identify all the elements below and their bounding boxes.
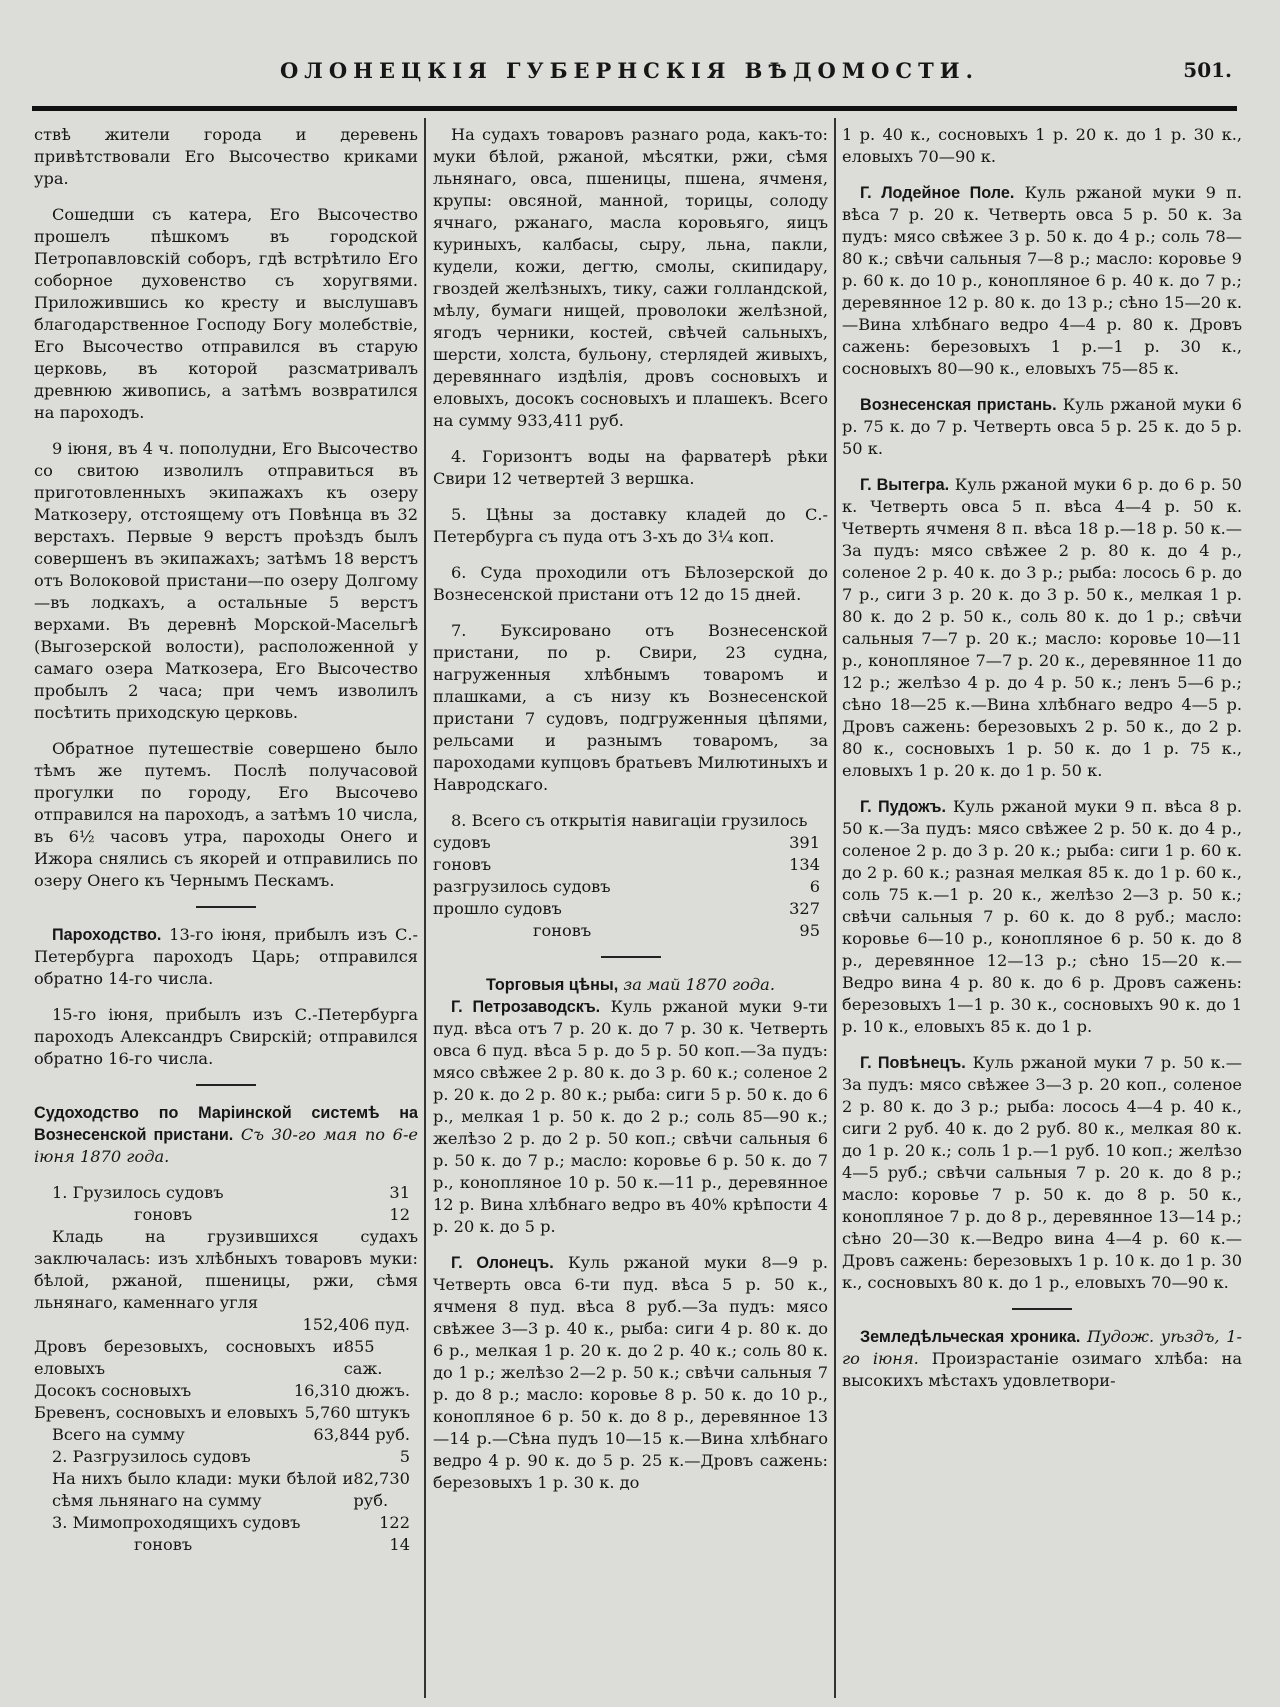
stats-block: [34, 1182, 418, 1556]
city-heading: Г. Лодейное Поле.: [860, 184, 1015, 202]
stat-row: [34, 1402, 418, 1424]
column-3: [842, 124, 1242, 1694]
stat-value: 855 саж.: [343, 1337, 383, 1378]
paragraph-text: Произрастаніе озимаго хлѣба: на высокихъ мѣстахъ удовлетвори-: [842, 1349, 1242, 1390]
stat-label: прошло судовъ: [433, 899, 562, 918]
paragraph: [842, 1326, 1242, 1392]
city-heading: Г. Повѣнецъ.: [860, 1054, 966, 1072]
section-separator: [196, 906, 256, 908]
stat-value: 63,844 руб.: [313, 1425, 410, 1444]
section-separator: [1012, 1308, 1072, 1310]
stat-label: гоновъ: [433, 855, 492, 874]
city-heading: Г. Пудожъ.: [860, 798, 946, 816]
stat-row: [34, 1182, 418, 1204]
stat-row: [34, 1446, 418, 1468]
city-heading: Г. Петрозаводскъ.: [451, 998, 601, 1016]
paragraph: 9 іюня, въ 4 ч. пополудни, Его Высочество со свитою изволилъ отправиться въ приготовленныхъ экипажахъ къ озеру Маткозеру, отстоящему отъ Повѣнца въ 32 верстахъ. Первые 9 верстъ проѣздъ былъ совершенъ въ экипажахъ; затѣмъ 18 верстъ отъ Волоковой пристани—по озеру Долгому—въ лодкахъ, а остальные 5 верстъ верхами. Въ деревнѣ Морской-Масельгѣ (Выгозерской волости), расположенной у самаго озера Маткозера, Его Высочество пробылъ 2 часа; при чемъ изволилъ посѣтить приходскую церковь.: [34, 439, 418, 722]
paragraph: 6. Суда проходили отъ Бѣлозерской до Вознесенской пристани отъ 12 до 15 дней.: [433, 563, 828, 604]
section-heading: Земледѣльческая хроника.: [860, 1328, 1081, 1346]
paragraph: Обратное путешествіе совершено было тѣмъ же путемъ. Послѣ получасовой прогулки по городу, Его Высочево отправился на пароходъ, а затѣмъ 10 числа, въ 6½ часовъ утра, пароходы Онего и Ижора снялись съ якорей и отправились по озеру Онего къ Чернымъ Пескамъ.: [34, 739, 418, 890]
stat-label: гоновъ: [134, 1205, 193, 1224]
paragraph-text: Куль ржаной муки 6 р. 75 к. до 7 р. Четверть овса 5 р. 25 к. до 5 р. 50 к.: [842, 395, 1242, 458]
stat-value: 12: [389, 1205, 410, 1224]
stat-label: 1. Грузилось судовъ: [52, 1183, 224, 1202]
stat-value: 391: [789, 833, 820, 852]
paragraph-text: Куль ржаной муки 9-ти пуд. вѣса отъ 7 р. 20 к. до 7 р. 30 к. Четверть овса 6 пуд. вѣса 5 р. до 5 р. 50 коп.—За пудъ: мясо свѣжее 2 р. 80 к. до 3 р. 60 к.; соленое 2 р. 20 к. до 2 р. 80 к.; рыба: сиги 5 р. 50 к. до 6 р., мелкая 1 р. 50 к. до 2 р.; соль 85—90 к.; желѣзо 2 р. до 2 р. 50 коп.; свѣчи сальныя 6 р. 50 к. до 7 р.; масло: коровье 6 р. 50 к. до 7 р., конопляное 10 р. 50 к.—11 р., деревянное 12 р. Вина хлѣбнаго ведро въ 40% крѣпости 4 р. 20 к. до 5 р.: [433, 997, 828, 1236]
stat-row: [34, 1204, 418, 1226]
page-number: 501.: [1183, 58, 1232, 82]
city-heading: Г. Олонецъ.: [451, 1254, 554, 1272]
stat-value: 6: [809, 877, 820, 896]
price-paragraph: [842, 796, 1242, 1038]
stat-value: 134: [789, 855, 820, 874]
paragraph-text: Куль ржаной муки 8—9 р. Четверть овса 6-ти пуд. вѣса 5 р. 50 к., ячменя 8 пуд. вѣса 8 руб.—За пудъ: мясо свѣжее 3—3 р. 40 к., рыба: сиги 4 р. 80 к. до 6 р., мелкая 1 р. 20 к. до 2 р. 40 к.; соль 80 к. до 1 р.; желѣзо 2—2 р. 50 к.; свѣчи сальныя 7 р. до 8 р.; масло: коровье 8 р. 50 к. до 10 р., конопляное 6 р. 50 к. до 8 р., деревянное 13—14 р.—Сѣна пудъ 10—15 к.—Вина хлѣбнаго ведро 4 р. 90 к. до 5 р. 25 к.—Дровъ сажень: березовыхъ 1 р. 30 к. до: [433, 1253, 828, 1492]
section-separator: [196, 1084, 256, 1086]
stat-value: 16,310 дюжъ.: [293, 1381, 410, 1400]
price-paragraph: [842, 394, 1242, 460]
newspaper-title: ОЛОНЕЦКІЯ ГУБЕРНСКІЯ ВѢДОМОСТИ.: [280, 58, 979, 83]
section-heading: Судоходство по Маріинской системѣ на Вознесенской пристани.: [34, 1104, 418, 1144]
stat-row: [34, 1336, 418, 1380]
paragraph-text: Куль ржаной муки 7 р. 50 к.—За пудъ: мясо свѣжее 3—3 р. 20 коп., соленое 2 р. 80 к. до 3 р.; рыба: лосось 4—4 р. 40 к., сиги 2 руб. 40 к. до 2 руб. 80 к., мелкая 80 к. до 1 р. 20 к.; соль 1 р.—1 руб. 10 коп.; желѣзо 4—5 руб.; свѣчи сальныя 7 р. 20 к. до 8 р.; масло: коровье 7 р. 50 к. до 8 р. 50 к., конопляное 7 р. до 8 р., деревянное 13—14 р.; сѣно 20—30 к.—Ведро вина 4—4 р. 60 к.—Дровъ сажень: березовыхъ 1 р. 10 к. до 1 р. 30 к., сосновыхъ 80 к. до 1 р., еловыхъ 70—90 к.: [842, 1053, 1242, 1292]
paragraph-text: Куль ржаной муки 6 р. до 6 р. 50 к. Четверть овса 5 п. вѣса 4—4 р. 50 к. Четверть ячменя 8 п. вѣса 18 р.—18 р. 50 к.—За пудъ: мясо свѣжее 2 р. 80 к. до 4 р., соленое 2 р. 40 к. до 3 р.; рыба: лосось 6 р. до 7 р., сиги 3 р. 20 к. до 3 р. 50 к., мелкая 1 р. 80 к. до 2 р. 50 к., соль 80 к. до 1 р.; свѣчи сальныя 7—7 р. 20 к.; масло: коровье 10—11 р., конопляное 7—7 р. 20 к., деревянное 11 до 12 р.; желѣзо 4 р. до 4 р. 50 к.; ленъ 5—6 р.; сѣно 18—25 к.—Вина хлѣбнаго ведро 4—5 р. Дровъ сажень: березовыхъ 2 р. 50 к., до 2 р. 80 к., сосновыхъ 1 р. 50 к. до 1 р. 75 к., еловыхъ 1 р. 20 к. до 1 р. 50 к.: [842, 475, 1242, 780]
section-title: [433, 974, 828, 996]
stat-label: На нихъ было клади: муки бѣлой и сѣмя льнянаго на сумму: [52, 1469, 354, 1510]
column-divider: [424, 118, 426, 1698]
paragraph: 5. Цѣны за доставку кладей до С.-Петербурга съ пуда отъ 3-хъ до 3¼ коп.: [433, 505, 828, 546]
paragraph-text: 13-го іюня, прибылъ изъ С.-Петербурга пароходъ Царь; отправился обратно 14-го числа.: [34, 925, 418, 988]
masthead: [0, 52, 1280, 92]
stat-row: [433, 876, 828, 898]
stats-block: [433, 832, 828, 942]
price-paragraph: [842, 182, 1242, 380]
stat-row: [34, 1380, 418, 1402]
column-divider: [834, 118, 836, 1698]
price-paragraph: [842, 474, 1242, 782]
paragraph: 15-го іюня, прибылъ изъ С.-Петербурга пароходъ Александръ Свирскій; отправился обратно 16-го числа.: [34, 1005, 418, 1068]
paragraph: Кладь на грузившихся судахъ заключалась: изъ хлѣбныхъ товаровъ муки: бѣлой, ржаной, пшеницы, ржи, сѣмя льнянаго, каменнаго угля: [34, 1227, 418, 1312]
stat-value: 5: [399, 1447, 410, 1466]
section-heading: Торговыя цѣны,: [486, 976, 619, 994]
stat-label: Дровъ березовыхъ, сосновыхъ и еловыхъ: [34, 1337, 344, 1378]
stat-row: [34, 1424, 418, 1446]
stat-row: [34, 1468, 418, 1512]
stat-label: гоновъ: [533, 921, 592, 940]
price-paragraph: [842, 1052, 1242, 1294]
stat-label: разгрузилось судовъ: [433, 877, 611, 896]
price-paragraph: [433, 996, 828, 1238]
stat-label: гоновъ: [134, 1535, 193, 1554]
paragraph: 4. Горизонтъ воды на фарватерѣ рѣки Свири 12 четвертей 3 вершка.: [433, 447, 828, 488]
stat-value: 152,406 пуд.: [302, 1315, 410, 1334]
stat-value: 327: [789, 899, 820, 918]
stat-row: [34, 1534, 418, 1556]
column-1: [34, 124, 418, 1694]
stat-label: 2. Разгрузилось судовъ: [52, 1447, 251, 1466]
stat-row: [34, 1512, 418, 1534]
paragraph: ствѣ жители города и деревень привѣтствовали Его Высочество криками ура.: [34, 125, 418, 188]
price-paragraph: [433, 1252, 828, 1494]
section-subtitle: Съ 30-го мая по 6-е іюня 1870 года.: [34, 1125, 418, 1166]
section-title: [34, 1102, 418, 1168]
paragraph-text: Куль ржаной муки 9 п. вѣса 8 р. 50 к.—За пудъ: мясо свѣжее 2 р. 50 к. до 4 р., соленое 2 р. до 3 р. 20 к.; рыба: сиги 1 р. 60 к. до 2 р. 60 к.; разная мелкая 85 к. до 1 р. 60 к., соль 75 к.—1 р. 20 к., желѣзо 2—3 р. 50 к.; свѣчи сальныя 7 р. 60 к. до 8 руб.; масло: коровье 6—10 р., конопляное 6 р. 50 к. до 8 р., деревянное 12—13 р.; сѣно 15—20 к.—Ведро вина 4 р. 80 к. до 6 р. Дровъ сажень: березовыхъ 1—1 р. 30 к., сосновыхъ 90 к. до 1 р. 10 к., еловыхъ 85 к. до 1 р.: [842, 797, 1242, 1036]
stat-value: 31: [389, 1183, 410, 1202]
stat-row: [34, 1314, 418, 1336]
stat-label: Всего на сумму: [52, 1425, 185, 1444]
stat-row: [433, 920, 828, 942]
section-heading: Пароходство.: [52, 926, 162, 944]
stat-label: Досокъ сосновыхъ: [34, 1381, 192, 1400]
paragraph-text: Куль ржаной муки 9 п. вѣса 7 р. 20 к. Четверть овса 5 р. 50 к. За пудъ: мясо свѣжее 3 р. 50 к. до 4 р.; соль 78—80 к.; свѣчи сальныя 7—8 р.; масло: коровье 9 р. 60 к. до 10 р., конопляное 6 р. 40 к. до 7 р.; деревянное 12 р. 80 к. до 13 р.; сѣно 15—20 к.—Вина хлѣбнаго ведро 4—4 р. 80 к. Дровъ сажень: березовыхъ 1 р.—1 р. 30 к., сосновыхъ 80—90 к., еловыхъ 75—85 к.: [842, 183, 1242, 378]
stat-value: 95: [799, 921, 820, 940]
stat-value: 82,730 руб.: [353, 1469, 410, 1510]
column-2: [433, 124, 828, 1694]
stat-row: [433, 832, 828, 854]
paragraph: Сошедши съ катера, Его Высочество прошелъ пѣшкомъ въ городской Петропавловскій соборъ, гдѣ встрѣтило Его соборное духовенство съ хоругвями. Приложившись ко кресту и выслушавъ благодарственное Господу Богу молебствіе, Его Высочество отправился въ старую церковь, въ которой разсматривалъ древнюю живопись, а затѣмъ возвратился на пароходъ.: [34, 205, 418, 422]
paragraph: 8. Всего съ открытія навигаціи грузилось: [451, 811, 808, 830]
section-subtitle: за май 1870 года.: [623, 975, 775, 994]
city-heading: Вознесенская пристань.: [860, 396, 1057, 414]
stat-value: 5,760 штукъ: [304, 1403, 410, 1422]
stat-row: [433, 898, 828, 920]
paragraph: На судахъ товаровъ разнаго рода, какъ-то: муки бѣлой, ржаной, мѣсятки, ржи, сѣмя льнянаго, овса, пшеницы, пшена, ячменя, крупы: овсяной, манной, торицы, солоду ячнаго, ржанаго, масла коровьяго, яицъ куриныхъ, калбасы, сыру, льна, пакли, кудели, кожи, дегтю, смолы, скипидару, гвоздей желѣзныхъ, тику, сажи голландской, мѣлу, бумаги нищей, проволоки желѣзной, ягодъ черники, костей, свѣчей сальныхъ, шерсти, холста, бульону, стерлядей живыхъ, деревяннаго издѣлія, дровъ сосновыхъ и еловыхъ, досокъ сосновыхъ и плашекъ. Всего на сумму 933,411 руб.: [433, 125, 828, 430]
paragraph: 1 р. 40 к., сосновыхъ 1 р. 20 к. до 1 р. 30 к., еловыхъ 70—90 к.: [842, 125, 1242, 166]
paragraph: 7. Буксировано отъ Вознесенской пристани, по р. Свири, 23 судна, нагруженныя хлѣбнымъ товаромъ и плашками, а съ низу къ Вознесенской пристани 7 судовъ, подгруженныя цѣпями, рельсами и разнымъ товаромъ, за пароходами купцовъ братьевъ Милютиныхъ и Навродскаго.: [433, 621, 828, 794]
section-separator: [601, 956, 661, 958]
city-heading: Г. Вытегра.: [860, 476, 950, 494]
stat-label: Бревенъ, сосновыхъ и еловыхъ: [34, 1403, 298, 1422]
stat-value: 122: [379, 1513, 410, 1532]
section-subtitle: Пудож. уѣздъ, 1-го іюня.: [842, 1327, 1242, 1368]
stat-label: судовъ: [433, 833, 491, 852]
stat-value: 14: [389, 1535, 410, 1554]
header-rule: [32, 106, 1237, 111]
stat-label: 3. Мимопроходящихъ судовъ: [52, 1513, 301, 1532]
paragraph: [34, 924, 418, 990]
stat-row: [433, 854, 828, 876]
